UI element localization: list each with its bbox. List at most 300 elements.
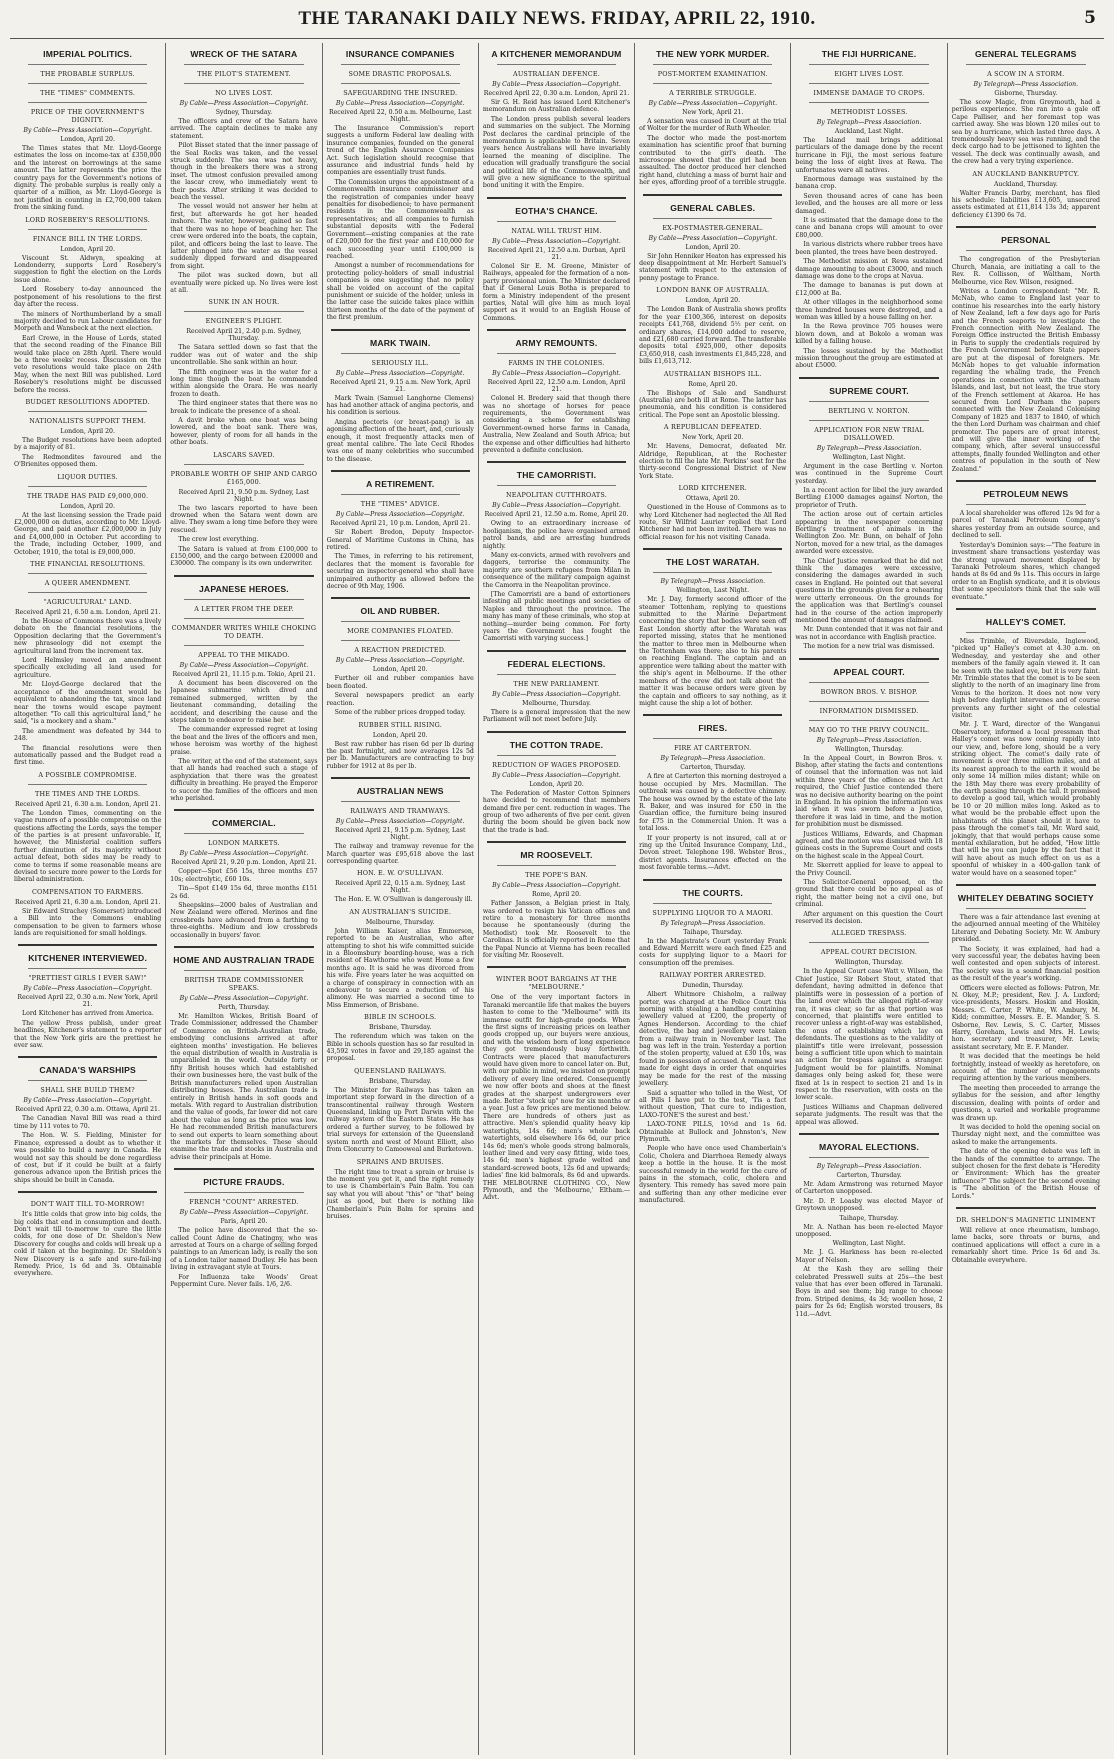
article-headline: INSURANCE COMPANIES [345,49,455,59]
dateline: Received April 21, 6.30 a.m. London, April 21. [14,898,161,906]
paragraph: The Budget resolutions have been adopted by a majority of 81. [14,436,162,452]
dateline: Received April 21, 10 p.m. London, April 21. [330,520,471,528]
divider [28,102,147,103]
paragraph: After argument on this question the Court reserved its decision. [795,910,943,926]
paragraph: The Society, it was explained, had had a very successful year, the debates having been well contested and open subjects of interest. The society was in a sound financial position as the result of the year's working. [951,945,1100,983]
divider [487,650,626,652]
article-headline: JAPANESE HEROES. [198,583,289,594]
dateline: Paris, April 20. [220,1218,268,1226]
dateline: Ottawa, April 20. [685,495,740,503]
subheading: THE "TIMES" ADVICE. [360,500,440,509]
subheading: APPLICATION FOR NEW TRIAL DISALLOWED. [814,425,924,442]
subheading: MORE COMPANIES FLOATED. [347,627,454,636]
paragraph: It's little colds that grow into big colds, the big colds that end in consumption and death. Don't wait till to-morrow to cure the little colds, for one dose of Dr. Sheldon's New Discovery for coughs and colds will break up a cold if taken at the beginning. Dr. Sheldon's New Discovery is a safe and sure-fail-ing Remedy. Price, 1s 6d and 3s. Obtainable everywhere. [14,1211,162,1278]
divider [966,64,1086,65]
subheading: THE FINANCIAL RESOLUTIONS. [30,560,146,569]
article-headline: HOME AND AUSTRALIAN TRADE [173,955,315,966]
paragraph: The two lascars reported to have been drowned when the Satara went down are alive. They swam a long time before they were rescued. [170,504,318,534]
divider [956,1207,1096,1209]
subheading: SHALL SHE BUILD THEM? [40,1086,135,1095]
article-headline: IMPERIAL POLITICS. [43,49,133,59]
paragraph: The Federation of Master Cotton Spinners have decided to recommend that members demand five per cent. reduction in wages. The group of two adherents of five per cent. given during the boom should be given back now that the trade is bad. [482,789,631,834]
dateline: New York, April 21. [682,109,744,116]
dateline: Wellington, Last Night. [832,453,906,461]
paragraph: The action arose out of certain articles appearing in the newspaper concerning Bertling's treatment of animals in the Wellington Zoo. Mr. Bunn, on behalf of John Norton, moved for a new trial, as the damages awarded were excessive. [795,511,943,556]
divider [497,353,616,354]
subheading: RAILWAY PORTER ARRESTED. [659,971,766,980]
article-headline: SUPREME COURT. [829,385,909,396]
dateline: Received April 22, 0.15 a.m. Sydney, Last Night. [335,880,466,895]
divider [184,311,303,312]
dateline: Brisbane, Thursday. [368,1024,432,1032]
subheading: A REACTION PREDICTED. [354,646,447,655]
divider [497,865,616,866]
paragraph: Further oil and rubber companies have been floated. [326,675,474,690]
subheading: "AGRICULTURAL" LAND. [43,598,132,607]
byline: By Telegraph—Press Association. [816,1163,922,1170]
divider [341,801,460,802]
dateline: Brisbane, Thursday. [368,1077,432,1085]
paragraph: Seven thousand acres of cane has been levelled, and the houses are all more or less damaged. [795,192,943,215]
dateline: Auckland, Last Night. [834,128,904,135]
paragraph: Pilot Bisset stated that the inner passage of the Seal Rocks was taken, and the vessel struck suddenly. The sea was not heavy, though in the breakers there was a strong inset. The utmost confusion prevailed among the lascar crew, who immediately went to their posts. After striking it was decided to beach the vessel. [170,142,318,202]
byline: By Cable—Press Association—Copyright. [179,850,309,858]
byline: By Cable—Press Association—Copyright. [648,100,778,107]
byline: By Cable—Press Association—Copyright. [492,237,621,245]
subheading: AUSTRALIAN DEFENCE. [513,70,600,78]
dateline: Wellington, Last Night. [676,587,750,595]
paragraph: The officers and crew of the Satara have arrived. The captain declines to make any statement. [170,118,318,140]
byline: By Cable—Press Association—Copyright. [492,882,621,890]
divider [341,353,460,354]
dateline: London, April 20. [60,245,115,253]
divider [184,464,303,465]
paragraph: A sensation was caused in Court at the trial of Wolter for the murder of Ruth Wheeler. [639,118,787,133]
dateline: Carterton, Thursday. [680,764,746,772]
divider [799,1133,938,1135]
dateline: Received April 22, 12.50 a.m. London, April 21. [487,379,626,394]
paragraph: The Bishops of Sale and Sandhurst (Australia) are both ill at Rome. The latter has pneumonia, and his condition is considered critical. The Pope sent an Apostolic blessing. [639,389,787,419]
divider [966,250,1086,251]
paragraph: Mr. Hamilton Wickes, British Board of Trade Commissioner, addressed the Chamber of Commerce on British-Australian trade, embodying conclusions arrived at after eighteen months' investigation. He believes the equal distribution of wealth in Australia is unparalleled in the world. Outside forty or fifty British houses which had established their own businesses here, the vast bulk of the British manufacturers relied upon Australian distributing houses. The Australian trade is entirely in British hands in soft goods and metals. With regard to Australian distribution and the value of goods, far lower did not care about the value as long as the price was low. He had recommended British manufacturers to send out experts to learn something about the markets for themselves. These should examine the trade and stocks in Australia and advise their principals at Home. [170,1013,318,1161]
subheading: APPEAL TO THE MIKADO. [198,650,290,659]
paragraph: The London press publish several leaders and summaries on the subject. The Morning Post declares the cardinal principle of the memorandum is applicable to Britain. Seven years hence Australians will have invariably learned the meaning of discipline. The education will gradually transfigure the social and political life of the Commonwealth, and will give a new significance to the spiritual bond uniting it with the Empire. [482,115,631,190]
byline: By Cable—Press Association—Copyright. [335,657,465,665]
byline: By Cable—Press Association—Copyright. [335,369,465,377]
byline: By Telegraph—Press Association. [816,444,922,452]
dateline: Gisborne, Thursday. [994,90,1058,97]
byline: By Cable—Press Association—Copyright. [335,511,465,519]
paragraph: Mr. J. G. Harkness has been re-elected Mayor of Nelson. [795,1249,943,1264]
dateline: Received April 21, 6.50 a.m. London, April 21. [14,609,161,617]
divider [497,755,616,756]
paragraph: Owing to an extraordinary increase of hooliganism, the police have organised armed patrol bands, and are arresting hundreds nightly. [482,520,631,550]
paragraph: The crew lost everything. [178,536,259,544]
dateline: London, April 20. [60,502,115,510]
dateline: London, April 20. [685,243,741,251]
paragraph: Lord Helmsley moved an amendment specifically excluding all land used for agriculture. [14,657,162,679]
paragraph: [The Camorristi are a band of extortioners infesting all public meetings and societies of Naples and throughout the province. The many has many of these criminals, who stop at nothing—murder being common. For forty years the Government has fought the Camorristi with varying success.] [482,591,631,643]
article-headline: A RETIREMENT. [366,479,435,490]
subheading: LIQUOR DUTIES. [57,472,118,481]
divider [28,229,147,230]
paragraph: Father Jansson, a Belgian priest in Italy, was ordered to resign his Vatican offices and retire to a monastery for three months because he spontaneously (during the Methodist) took Mr. Roosevelt to the Carolinas. It is officially reported in Rome that the Papal Nuncio at Vienna has been recalled for visiting Mr. Roosevelt. [482,900,631,959]
article-headline: THE COURTS. [682,887,743,898]
paragraph: The Insurance Commission's report suggests a uniform Federal law dealing with insurance companies, founded on the general trend of the English Assurance Companies Act. Such legislation should recognise that assurance and industrial funds held by companies are essentially trust funds. [326,125,474,177]
dateline: Received April 22, 0.30 a.m. London, April 21. [483,90,630,97]
divider [497,485,616,486]
byline: By Cable—Press Association—Copyright. [335,818,465,826]
dateline: London, April 20. [60,136,115,143]
divider [966,908,1086,909]
paragraph: Mr. Havens, Democrat, defeated Mr. Aldridge, Republican, at the Rochester election to fill the late Mr. Perkins' seat for the thirty-second Congressional District of New York State. [639,443,787,480]
divider [341,494,460,495]
divider [643,548,782,550]
divider [331,329,470,331]
divider [18,1191,157,1193]
article-headline: WRECK OF THE SATARA [190,49,298,59]
paragraph: The date of the opening debate was left in the hands of the committee to arrange. The subject chosen for the first debate is "Heredity or Environment: Which has the greater influence?" The subject for the second evening is "The abolition of the British House of Lords." [951,1148,1100,1200]
article-headline: THE FIJI HURRICANE. [821,49,917,59]
paragraph: The London Times, commenting on the vague rumors of a possible compromise on the questions affecting the Lords, says the temper of the parties is at present unfavorable. If, however, the Ministerial coalition suffers further diminution of its majority without actual defeat, both sides may be ready to come to terms if some reasonable means are devised to secure more power to the Lords for liberal administration. [14,809,162,884]
subheading: PRICE OF THE GOVERNMENT'S DIGNITY. [30,108,145,124]
subheading: PROBABLE WORTH OF SHIP AND CARGO £165,000. [170,469,318,486]
divider [497,221,616,222]
divider [331,470,470,472]
byline: By Telegraph—Press Association. [816,736,922,744]
subheading: LORD ROSEBERY'S RESOLUTIONS. [25,215,150,224]
paragraph: Sir John Henniker Heaton has expressed his deep disappointment at Mr. Herbert Samuel's statement with respect to the extension of penny postage to France. [639,252,787,282]
paragraph: LAXO-TONE PILLS, 10½d and 1s 6d. Obtainable at Bullock and Johnston's, New Plymouth. [639,1121,787,1143]
article-headline: HALLEY'S COMET. [985,616,1066,627]
paragraph: At other villages in the neighborhood some three hundred houses were destroyed, and a woman was killed by a house falling on her. [795,299,943,321]
paragraph: Mr. D. P. Loasby was elected Mayor of Greytown unopposed. [795,1197,943,1213]
paragraph: A fire at Carterton this morning destroyed a house occupied by Mrs. Macmillan. The outbreak was caused by a defective chimney. The house was owned by the estate of the late R. Baker, and was insured for £50 in the Guardian office, the furniture being insured for £75 in the Commercial Union. It was a total loss. [639,773,787,833]
subheading: RUBBER STILL RISING. [358,720,442,729]
paragraph: Officers were elected as follows: Patron, Mr. N. Okey, M.P.; president, Rev. J. A. Luxford; vice-presidents, Messrs. Hoskin and Hoskin, Messrs. C. Carter, P. White, W. Ambury, M. Kidd; committee, Messrs. E. E. Mander, S. S. Osborne, Rev. Lewis, S. C. Carter, Misses Harry, Goreham, Lewis and Mrs. H. Lewis; hon. secretary and treasurer, Mr. Lewis; assistant secretary, Mr. E. F. Mander. [951,984,1100,1051]
paragraph: Earl Crewe, in the House of Lords, stated that the second reading of the Finance Bill would take place on 28th April. There would be a three weeks' recess. Discussion on the veto resolutions would take place on 24th May, when the next Bill was published. Lord Rosebery's resolutions might be discussed before the recess. [14,334,162,394]
paragraph: Amongst a number of recommendations for protecting policy-holders of small industrial companies is one suggesting that no policy shall be voided on account of the capital punishment or suicide of the holder, unless in the latter case the suicide takes place within thirteen months of the date of the payment of the first premium. [326,262,474,322]
subheading: AN AUCKLAND BANKRUPTCY. [972,169,1080,178]
divider [809,102,928,103]
subheading: A SCOW IN A STORM. [987,70,1065,78]
subheading: NATIONALISTS SUPPORT THEM. [29,416,147,425]
subheading: REDUCTION OF WAGES PROPOSED. [492,760,621,769]
subheading: APPEAL COURT DECISION. [820,948,918,957]
paragraph: The Times, in referring to his retirement, declares that the moment is favorable for securing an inspector-general who shall have unimpaired authority as allowed before the decree of 9th May, 1906. [326,553,474,591]
subheading: A POSSIBLE COMPROMISE. [38,770,137,779]
subheading: COMMANDER WRITES WHILE CHOKING TO DEATH. [171,623,317,640]
subheading: FRENCH "COUNT" ARRESTED. [189,1198,299,1207]
subheading: THE NEW PARLIAMENT. [513,679,600,688]
divider [28,411,147,412]
subheading: SERIOUSLY ILL. [371,358,429,367]
subheading: BERTLING V. NORTON. [828,406,910,415]
dateline: London, April 20. [372,731,428,739]
byline: By Cable—Press Association—Copyright. [23,1097,152,1105]
subheading: HON. E. W. O'SULLIVAN. [356,869,444,878]
paragraph: The railway and tramway revenue for the March quarter was £95,618 above the last corresponding quarter. [326,843,474,865]
paragraph: Tin—Spot £149 15s 6d, three months £151 2s 6d. [170,885,318,900]
divider [184,83,303,84]
subheading: LONDON MARKETS. [207,839,280,848]
paragraph: The referendum which was taken on the Bible in schools question has so far resulted in 43,592 votes in favor and 29,185 against the proposal. [326,1033,474,1063]
paragraph: The pilot was sucked down, but all eventually were picked up. No lives were lost at all. [170,272,318,294]
news-column-3 [323,43,479,1755]
paragraph: The Island mail brings additional particulars of the damage done by the recent hurricane in Fiji, the most serious feature being the loss of eight lives at Rewa. The unfortunates were all natives. [795,137,943,174]
paragraph: The yellow Press publish, under great headlines, Kitchener's statement to a reporter that the New York girls are the prettiest he ever saw. [14,1019,162,1050]
subheading: LONDON BANK OF AUSTRALIA. [656,286,770,295]
paragraph: Writes a London correspondent: "Mr. R. McNab, who came to England last year to continue his researches into the early history of New Zealand, left a few days ago for Paris and the French seaports to investigate the French connection with New Zealand. The Foreign Office instructed the British Embassy in Paris to supply the credentials required by the French Government before State papers are put at the disposal of foreigners. Mr. McNab hopes to get valuable information regarding the whaling trade, the French operations in connection with the Chatham Islands, and last, but not least, the true story of the French settlement at Akaroa. He has secured from Lord Durham the papers connected with the New Zealand Colonising Company of 1825 and 1837 to 1840, of which the then Lord Durham was chairman and chief promoter. The papers are of great interest, and will give the inner working of the company, which, after several unsuccessful attempts, finally founded Wellington and other centres of population in the south of New Zealand." [951,287,1100,473]
dateline: Sydney, Thursday. [215,109,273,116]
subheading: METHODIST LOSSES. [830,108,908,116]
divider [174,946,313,948]
paragraph: The congregation of the Presbyterian Church, Manaia, are initiating a call to the Rev. R. Collisson, of Waltham, North Melbourne, vice Rev. Wilson, resigned. [951,256,1100,286]
subheading: DR. SHELDON'S MAGNETIC LINIMENT [956,1215,1096,1224]
article-headline: CANADA'S WARSHIPS [39,1065,136,1076]
paragraph: Lord Kitchener has arrived from America. [22,1010,154,1018]
paragraph: The losses sustained by the Methodist mission throughout the group are estimated at about £5000. [795,347,943,370]
divider [809,1157,928,1158]
dateline: Received April 21, 2.40 p.m. Sydney, Thursday. [186,328,302,343]
paragraph: The Times states that Mr. Lloyd-George estimates the loss on income-tax at £350,000 and the interest on borrowings at the same amount. The latter represents the price the country pays for the Government's notions of dignity. The probable surplus is really only a quarter of a million, as Mr. Lloyd-George is not justified in counting in £2,700,000 taken from the sinking fund. [14,145,162,212]
dateline: Melbourne, Thursday. [365,918,435,926]
dateline: Received April 21, 12.50 a.m. Rome, April 20. [484,511,629,519]
paragraph: At the Kash they are selling their celebrated Presswell suits at 25s—the best value that has ever been offered in Taranaki. Boys in and see them; big range to choose from. Striped denims, 4s 3d; woollen hose, 2 pairs for 2s 6d; English worsted trousers, 8s 11d.—Advt. [795,1266,943,1318]
divider [487,841,626,843]
divider [487,966,626,968]
paragraph: Mr. J. Day, formerly second officer of the steamer Tottenham, replying to questions submitted to the Marine Department concerning the story that bodies were seen off East London shortly after the Waratah was reported missing, states that he mentioned the matter to three men in Melbourne when the Tottenham was there; also to his parents on reaching England. The captain and an apprentice were talking about the matter with the ship's agent in Melbourne. If the other members of the crew did not talk about the matter it was because orders were given by the captain and officers to say nothing, as it might cause the ship a lot of bother. [639,596,787,707]
news-column-2 [166,43,322,1755]
divider [809,401,928,402]
divider [184,833,303,834]
subheading: THE PILOT'S STATEMENT. [197,70,291,78]
subheading: INFORMATION DISMISSED. [819,706,919,715]
paragraph: At the last licensing session the Trade paid £2,000,000 on duties, according to Mr. Lloyd-George, and paid another £2,000,000 in July and £4,000,000 in October. Put according to the Trade, including October, 1909, and October, 1910, the total is £9,000,000. [14,511,162,556]
paragraph: The commander expressed regret at losing the boat and the lives of the officers and men, whose heroism was worthy of the highest praise. [170,726,318,756]
byline: By Cable—Press Association—Copyright. [648,234,778,242]
paragraph: The Redmondites favoured and the O'Brienites opposed them. [14,453,162,469]
divider [28,1080,147,1081]
paragraph: The meeting then proceeded to arrange the syllabus for the session, and after lengthy discussion, dealing with points of order and questions, a varied and workable programme was drawn up. [951,1084,1100,1122]
paragraph: The amendment was defeated by 344 to 248. [14,727,162,743]
divider [174,1168,313,1170]
subheading: A TERRIBLE STRUGGLE. [669,89,757,97]
paragraph: Viscount St. Aldwyn, speaking at Londonderry, supports Lord Rosebery's suggestion to fight the election on the Lords issue alone. [14,254,162,284]
article-headline: THE LOST WARATAH. [666,557,760,568]
article-headline: MAYORAL ELECTIONS. [819,1142,920,1152]
paragraph: Mr. A. Nathan has been re-elected Mayor unopposed. [795,1223,943,1239]
subheading: MAY GO TO THE PRIVY COUNCIL. [808,725,930,734]
paragraph: The Satara is valued at from £100,000 to £150,000, and the cargo between £20000 and £30000. The company is its own underwriter. [170,545,318,568]
paragraph: The police have discovered that the so-called Count Adine de Chatingny, who was arrested at Tours on a charge of selling forged paintings to an American lady, is really the son of a London tailor named Dudley. He has been living in extravagant style at Tours. [170,1227,318,1272]
byline: By Cable—Press Association—Copyright. [492,771,621,779]
divider [966,504,1086,505]
paragraph: Mr. J. T. Ward, director of the Wanganui Observatory, informed a local pressman that Halley's comet was now coming rapidly into our view, and, before long, should be a very striking object. The comet's daily rate of movement is over three million miles, and at its nearest approach to the earth it would be only some 14 million miles distant; while on the 18th May there was every probability of the earth passing through the tail. It promised to develop a good tail, which would probably be 10 or 20 million miles long. Asked as to what would be the probable effect upon the inhabitants of this planet should it have to pass through the comet's tail, Mr. Ward said, jokingly, that that would perhaps cause some mental exhilaration, but he added, "How little that will be you can judge by the fact that it will have about as much effect on us as a spoonful of whiskey in a 400-gallon tank of water would have on a seasoned toper." [951,721,1100,877]
paragraph: Sir G. H. Reid has issued Lord Kitchener's memorandum on Australian defence. [482,99,631,114]
paragraph: Best raw rubber has risen 6d per lb during the past fortnight, and now averages 12s 5d per lb. Manufacturers are contracting to buy rubber for 1912 at 8s per lb. [326,740,474,770]
article-headline: PETROLEUM NEWS [983,489,1069,500]
byline: By Telegraph—Press Association. [660,578,766,586]
dateline: London, April 20. [529,780,584,788]
divider [331,597,470,599]
paragraph: The financial resolutions were then automatically passed and the Budget read a first time. [14,744,162,767]
byline: By Cable—Press Association—Copyright. [179,1209,309,1217]
paragraph: Many ex-convicts, armed with revolvers and daggers, terrorise the community. The majority are southern refugees from Milan in consequence of the military campaign against the Camorra in the Neapolitan province. [482,552,631,589]
dateline: Received April 21, 9.20 p.m. London, April 21. [171,859,317,867]
subheading: POST-MORTEM EXAMINATION. [657,70,768,78]
paragraph: For Influenza take Woods' Great Peppermint Cure. Never fails. 1/6, 2/6. [170,1273,318,1288]
subheading: QUEENSLAND RAILWAYS. [354,1066,447,1075]
paragraph: The Methodist mission at Rewa sustained damage amounting to about £3000, and much damage was done to the crops at Navua. [795,258,943,280]
byline: By Cable—Press Association—Copyright. [492,81,621,88]
news-column-6 [791,43,947,1755]
subheading: SUPPLYING LIQUOR TO A MAORI. [652,908,774,917]
paragraph: In the Rewa province 705 houses were blown down, and at Bokolo a woman was killed by a falling house. [795,323,943,346]
divider [809,83,928,84]
paragraph: Several newspapers predict an early reaction. [326,692,474,707]
subheading: SPRAINS AND BRUISES. [356,1157,444,1166]
divider [487,461,626,463]
byline: By Cable—Press Association—Copyright. [179,995,309,1003]
byline: By Cable—Press Association—Copyright. [179,100,309,107]
byline: By Cable—Press Association—Copyright. [492,690,621,698]
divider [653,83,772,84]
paragraph: People who have once used Chamberlain's Colic, Cholera and Diarrhoea Remedy always keep a bottle in the house. It is the most successful remedy in the world for the cure of pains in the stomach, colic, cholera and dysentery. This remedy has saved more pain and suffering than any other medicine ever manufactured. [639,1145,787,1205]
news-column-4 [479,43,635,1755]
article-headline: ARMY REMOUNTS. [515,338,598,349]
paragraph: Sheepskins—2000 bales of Australian and New Zealand were offered. Merinos and fine crossbreds have advanced from a farthing to three-eighths. Medium and low crossbreds occasionally in buyers' favor. [170,902,318,939]
dateline: London, April 20. [60,427,115,435]
paragraph: In the Appeal Court case Watt v. Wilson, the Chief Justice, Sir Robert Stout, stated that defendant, having admitted in defence that plaintiffs were in possession of a portion of the land over which the alleged right-of-way ran, it was clear, so far as that portion was concerned, that plaintiffs were entitled to recover unless a right-of-way was established, the onus of establishing which lay on defendants. The questions as to the validity of plaintiff's title were irrelevant, possession being a sufficient title upon which to maintain an action for trespass against a stranger. Judgment would be for plaintiffs. Nominal damages only being asked for, these were fixed at 1s in respect to section 21 and 1s in respect to the reservation, with costs on the lower scale. [795,968,943,1102]
subheading: SUNK IN AN HOUR. [208,298,280,307]
divider [184,1192,303,1193]
dateline: Taihape, Thursday. [683,928,743,936]
paragraph: The third engineer states that there was no break to indicate the presence of a shoal. [170,400,318,415]
divider [28,83,147,84]
paragraph: The damage to bananas is put down at £12,000 at Ba. [795,282,943,297]
dateline: Taihape, Thursday. [839,1214,899,1222]
subheading: BIBLE IN SCHOOLS. [364,1013,437,1022]
paragraph: Miss Trimble, of Riversdale, Inglewood, "picked up" Halley's comet at 4.30 a.m. on Wednesday, and yesterday she and other members of the family again viewed it. It can be seen with the naked eye, but it is very faint. Mr. Trimble states that the comet is to be seen slightly to the north of an imaginary line from Venus to the horizon. It does not now very high before daylight intervenes and of course prevents any further sight of the celestial visitor. [951,637,1100,719]
subheading: A QUEER AMENDMENT. [44,579,131,588]
byline: By Telegraph—Press Association. [660,919,766,927]
article-headline: GENERAL CABLES. [670,202,756,213]
divider [28,784,147,785]
divider [341,621,460,622]
divider [28,486,147,487]
paragraph: Mr. Dunn contended that it was not fair and was not in accordance with English practice. [795,626,943,641]
divider [497,674,616,675]
subheading: A LETTER FROM THE DEEP. [194,604,294,613]
paragraph: The Hon. W. S. Fielding, Minister for Finance, expressed a doubt as to whether it was possible to build a navy in Canada. He would not say this should be done regardless of cost, but if it could be built at a fairly generous advance upon the British prices the ships should be built in Canada. [14,1132,162,1184]
divider [184,618,303,619]
dateline: New York, April 20. [682,434,744,442]
divider [643,194,782,196]
paragraph: The London Bank of Australia shows profits for the year £100,366, interest on deposits receipts £41,768, dividend 5½ per cent. on ordinary shares, £14,000 added to reserve, and £21,680 carried forward. The transferable deposits total £925,000, other deposits £3,650,918, cash investments £1,845,228, and bills £1,613,712. [639,306,787,366]
subheading: LORD KITCHENER. [678,484,747,493]
dateline: Received April 22, 0.30 a.m. New York, April 21. [17,994,158,1009]
paragraph: There was a fair attendance last evening at the adjourned annual meeting of the Whiteley Literary and Debating Society. Mr. W. Ambury presided. [951,913,1100,944]
paragraph: The Hon. E. W. O'Sullivan is dangerously ill. [334,896,473,904]
paragraph: Mr. Lloyd-George declared that the acceptance of the amendment would be equivalent to abandoning the tax, since land near the towns would escape payment altogether. "To call this agricultural land," he said, "is a mockery and a sham." [14,681,162,726]
paragraph: Questioned in the House of Commons as to why Lord Kitchener had neglected the All Red route, Sir Wilfrid Laurier replied that Lord Kitchener had not been invited. There was no official reason for his not visiting Canada. [639,504,787,541]
dateline: Auckland, Thursday. [993,180,1058,188]
subheading: NATAL WILL TRUST HIM. [511,226,602,235]
paragraph: It is estimated that the damage done to the cane and banana crops will amount to over £80,000. [795,217,943,239]
dateline: Received April 21, 12.50 a.m. Durban, April 21. [487,246,626,261]
divider [487,731,626,733]
subheading: ALLEGED TRESPASS. [831,929,907,938]
article-headline: GENERAL TELEGRAMS [975,49,1077,59]
dateline: Received April 22, 0.30 a.m. Ottawa, April 21. [15,1106,160,1114]
subheading: A REPUBLICAN DEFEATED. [663,423,762,432]
article-headline: KITCHENER INTERVIEWED. [28,953,148,964]
paragraph: Justices Williams, Edwards, and Chapman agreed, and the motion was dismissed with 18 guineas costs in the Supreme Court and costs on the highest scale in the Appeal Court. [795,830,943,860]
dateline: Wellington, Thursday. [835,959,904,967]
divider [966,632,1086,633]
byline: By Cable—Press Association—Copyright. [179,661,309,669]
dateline: Carterton, Thursday. [836,1172,902,1179]
divider [341,64,460,65]
paragraph: Justices Williams and Chapman delivered separate judgments. The result was that the appeal was allowed. [795,1103,943,1126]
paragraph: Some of the rubber prices dropped today. [334,709,466,717]
subheading: THE TIMES AND THE LORDS. [35,789,141,798]
paragraph: Colonel H. Bredery said that though there was no shortage of horses for peace requirements, the Government was considering a scheme for establishing Government-owned horse farms in Canada, Australia, New Zealand and South Africa; but the expense and other difficulties had hitherto prevented a definite conclusion. [482,395,631,454]
paragraph: The Minister for Railways has taken an important step forward in the direction of a transcontinental railway through Western Queensland, linking up Port Darwin with the railway system of the Eastern States. He has ordered a further survey, to be followed by trial surveys for extension of the Queensland system north and west of Mount Elliott, also from Cloncurry to Camooweal and Burketown. [326,1086,474,1154]
dateline: Wellington, Last Night. [832,1240,906,1248]
subheading: DON'T WAIT TILL TO-MORROW! [30,1200,145,1209]
paragraph: The Chief Justice remarked that he did not think the damages were excessive, considering the damages awarded in such cases in England. He pointed out that several questions in the grounds given for a rehearing were utterly erroneous. On the grounds for the application was that Bertling's counsel had in the course of the action improperly mentioned the amount of damages claimed. [795,557,943,624]
subheading: LASCARS SAVED. [213,450,275,459]
divider [653,903,772,904]
divider [809,682,928,683]
subheading: BUDGET RESOLUTIONS ADOPTED. [25,397,150,406]
byline: By Telegraph—Press Association. [660,755,766,763]
paragraph: The Commission urges the appointment of a Commonwealth insurance commissioner and the registration of companies under heavy penalties for disobedience; to have permanent residents in the Commonwealth as representatives; and all companies to furnish substantial deposits with the Federal Government—existing companies at the rate of £20,000 for the first year and £10,000 for each succeeding year until £100,000 is reached. [326,178,474,260]
divider [18,1056,157,1058]
dateline: Melbourne, Thursday. [522,699,591,707]
paragraph: Lord Rosebery to-day announced the postponement of his resolutions to the first day after the recess. [14,286,162,309]
divider [956,226,1096,228]
subheading: COMPENSATION TO FARMERS. [31,887,144,896]
divider [809,942,928,943]
divider [174,575,313,577]
dateline: London, April 20. [685,297,741,305]
subheading: BRITISH TRADE COMMISSIONER SPEAKS. [184,976,304,993]
paragraph: The vessel would not answer her helm at first, but afterwards he got her headed inshore. The water, however, gained so fast that there was no hope of beaching her. The crew were ordered into the boats, the captain, pilot, and officers being the last to leave. The latter plunged into the water as the vessel suddenly dipped forward and disappeared from sight. [170,203,318,270]
news-column-7 [948,43,1104,1755]
article-headline: THE COTTON TRADE. [509,739,604,750]
article-headline: COMMERCIAL. [212,818,276,829]
paragraph: It was decided that the meetings be held fortnightly, instead of weekly as heretofore, on account of the number of engagements requiring attention by the various members. [951,1053,1100,1083]
paragraph: In the Magistrate's Court yesterday Frank and Edward Merritt were each fined £25 and costs for supplying liquor to a Maori for consumption off the premises. [639,937,787,967]
dateline: Wellington, Thursday. [835,745,904,753]
paragraph: Said a squatter who tolled in the West, 'Of all Pills I have put to the test, 'Tis a fact without question, That cure to indigestion, LAXO-TONE'S the surest and best.' [639,1089,787,1119]
paragraph: The scow Magic, from Greymouth, had a perilous experience. She ran into a gale off Cape Palliser, and her foremast top was carried away. She was blown 120 miles out to sea by a hurricane, which lasted three days. A tremendously heavy sea was running, and the deck cargo had to be jettisoned to lighten the vessel. The deck was continually awash, and the crew had a very trying experience. [951,99,1100,166]
byline: By Cable—Press Association—Copyright. [23,985,152,993]
divider [18,944,157,946]
divider [809,420,928,421]
subheading: FINANCE BILL IN THE LORDS. [32,234,143,243]
divider [809,64,928,65]
paragraph: One of the very important factors in Taranaki mercantile life that makes the buyers hasten to come to the "Melbourne" with its immense outfit for high-grade goods. When the first signs of increasing prices on leather goods cropped up, our buyers were anxious, and with the wisdom born of long experience they got tremendously busy forthwith. Contracts were placed that manufacturers would have given more to cancel later on. But, with our public in mind, we insisted on prompt delivery of every line ordered. Consequently we now offer boots and shoes at the finest grades at the sharpest undergrowers ever made. Better "stock up" now for six months or a year. Just a few prices are mentioned below. There are hundreds of others just as attractive. Men's splendid quality heavy kip watertights, 14s 6d; men's whole back watertights, sold elsewhere 16s 6d, our price 14s 6d; men's whole goods strong balmorals, leather lined and very easy fitting, wide toes, 14s 6d; men's highest grade welted and standard-screwed boots, 12s 6d and upwards; ladies' fine kid balmorals, 8s 6d and upwards. THE MELBOURNE CLOTHING CO., New Plymouth, and the 'Melbourne,' Eltham.—Advt. [482,994,631,1202]
byline: By Cable—Press Association—Copyright. [335,100,465,107]
paragraph: The Satara settled down so fast that the rudder was out of water and the ship uncontrollable. She sank within an hour. [170,344,318,367]
dateline: Received April 21, 11.15 p.m. Tokio, April 21. [172,670,316,678]
paragraph: There is a general impression that the new Parliament will not meet before July. [482,708,631,724]
subheading: AUSTRALIAN BISHOPS ILL. [663,369,762,378]
